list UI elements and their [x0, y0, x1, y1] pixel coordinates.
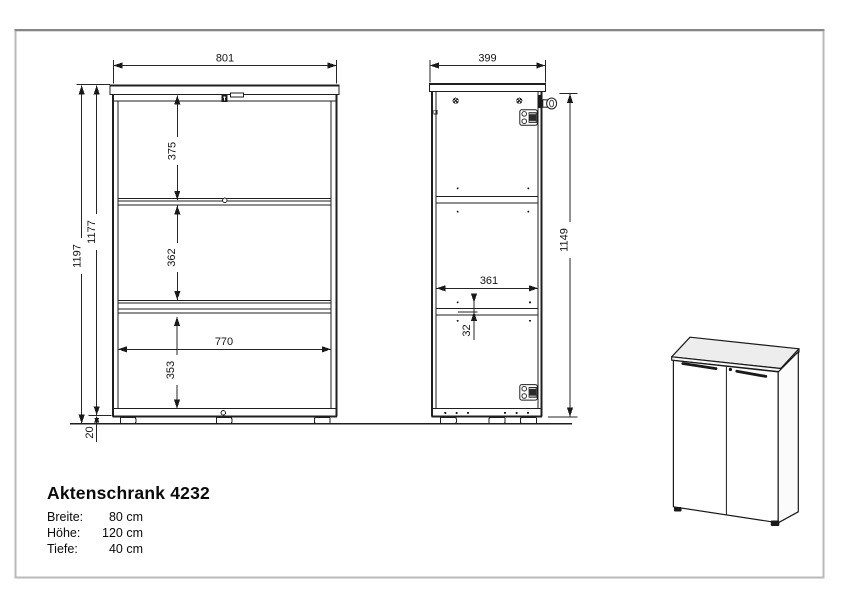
dim-depth: 399: [478, 52, 497, 65]
dim-interior-depth: 361: [479, 275, 499, 287]
door-lock-body-icon: [538, 95, 542, 108]
side-foot-glides: [440, 418, 536, 424]
spec-label: Breite:: [47, 510, 84, 524]
cabinet-side-face: [778, 352, 798, 523]
hinge-icon: [520, 110, 538, 126]
dim-hole-pitch: 32: [461, 324, 473, 337]
dim-bottom-section: 353: [165, 360, 177, 380]
dim-middle-section: 362: [166, 248, 178, 267]
foot-front-left: [674, 507, 682, 512]
dim-body-height: 1177: [86, 220, 98, 244]
dim-side-height: 1149: [558, 228, 571, 252]
side-shelf-lower: [436, 301, 538, 321]
spec-value: 40 cm: [108, 541, 143, 556]
product-title: Aktenschrank 4232: [47, 483, 210, 503]
spec-value: 80 cm: [108, 510, 143, 524]
wall-fitting-icon: [434, 110, 437, 114]
screw-icon: [453, 98, 522, 103]
bottom-screw-dots: [444, 412, 529, 414]
keyhole-icon: [729, 368, 732, 371]
foot-front-right: [771, 521, 780, 527]
front-view: [110, 85, 340, 424]
spec-value: 120 cm: [102, 525, 143, 540]
lock-cylinder-icon: [543, 98, 557, 109]
lock-icon: [222, 95, 228, 102]
dim-front-width: 801: [215, 52, 235, 65]
side-view: [429, 83, 557, 423]
dim-interior-width: 770: [214, 336, 234, 348]
hinge-icon: [520, 385, 538, 401]
foot-glides: [120, 418, 330, 424]
spec-row-tiefe: [47, 542, 267, 558]
cabinet-front-face: [673, 360, 778, 522]
spec-row-breite: [47, 510, 267, 526]
front-view-dimensions: [72, 53, 337, 443]
title-block: [47, 483, 267, 557]
dim-plinth-height: 20: [84, 426, 96, 439]
spec-label: Tiefe:: [47, 541, 78, 556]
handle-plate-icon: [231, 93, 244, 97]
side-shelf-upper: [436, 187, 538, 212]
dim-total-height: 1197: [71, 244, 84, 268]
dim-top-section: 375: [166, 141, 179, 161]
perspective-view: [672, 337, 799, 526]
spec-label: Höhe:: [47, 525, 81, 540]
shelf-upper: [118, 198, 331, 205]
shelf-lower: [118, 301, 331, 314]
spec-row-hoehe: [47, 526, 267, 542]
